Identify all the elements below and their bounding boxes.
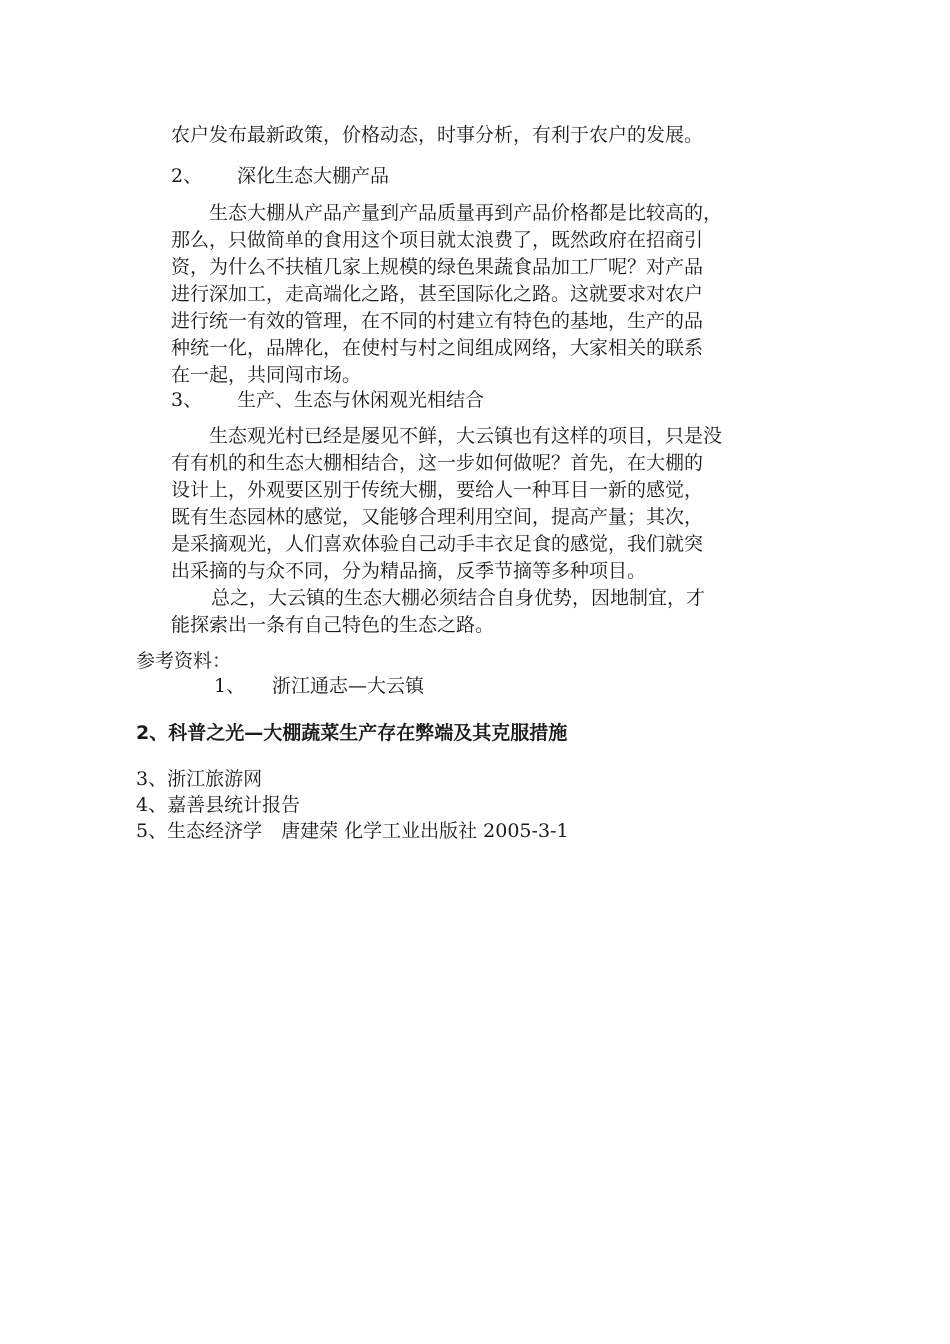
reference-item-2: 2、科普之光—大棚蔬菜生产存在弊端及其克服措施 — [136, 722, 568, 744]
section2-line: 种统一化，品牌化，在使村与村之间组成网络，大家相关的联系 — [171, 337, 704, 359]
section3-line: 出采摘的与众不同，分为精品摘，反季节摘等多种项目。 — [171, 560, 647, 582]
section2-number: 2、 — [171, 165, 203, 187]
reference-item-3: 3、浙江旅游网 — [136, 768, 263, 790]
summary-line: 总之，大云镇的生态大棚必须结合自身优势，因地制宜，才 — [211, 587, 706, 609]
references-title: 参考资料： — [136, 650, 232, 672]
section2-line: 进行深加工，走高端化之路，甚至国际化之路。这就要求对农户 — [171, 283, 704, 305]
reference-item-1 — [214, 673, 424, 700]
section2-paragraph — [171, 200, 816, 389]
section2-title: 深化生态大棚产品 — [237, 165, 390, 187]
section3-title: 生产、生态与休闲观光相结合 — [237, 389, 485, 411]
section3-line: 生态观光村已经是屡见不鲜，大云镇也有这样的项目，只是没 — [209, 425, 723, 447]
reference-item-1-text: 浙江通志—大云镇 — [272, 675, 425, 697]
section3-line: 有有机的和生态大棚相结合，这一步如何做呢？首先，在大棚的 — [171, 452, 704, 474]
section3-heading — [171, 387, 484, 414]
section2-line: 资，为什么不扶植几家上规模的绿色果蔬食品加工厂呢？对产品 — [171, 256, 704, 278]
section2-line: 进行统一有效的管理，在不同的村建立有特色的基地，生产的品 — [171, 310, 704, 332]
section2-line: 那么，只做简单的食用这个项目就太浪费了，既然政府在招商引 — [171, 229, 704, 251]
intro-paragraph — [171, 122, 816, 149]
reference-item-5: 5、生态经济学 唐建荣 化学工业出版社 2005-3-1 — [136, 820, 569, 842]
section3-paragraph — [171, 423, 816, 639]
reference-item-4: 4、嘉善县统计报告 — [136, 794, 301, 816]
section3-number: 3、 — [171, 389, 203, 411]
section2-line: 在一起，共同闯市场。 — [171, 364, 362, 386]
section3-line: 设计上，外观要区别于传统大棚，要给人一种耳目一新的感觉， — [171, 479, 704, 501]
summary-line: 能探索出一条有自己特色的生态之路。 — [171, 614, 495, 636]
reference-item-1-number: 1、 — [214, 675, 246, 697]
section3-line: 是采摘观光，人们喜欢体验自己动手丰衣足食的感觉，我们就突 — [171, 533, 704, 555]
section2-line: 生态大棚从产品产量到产品质量再到产品价格都是比较高的， — [209, 202, 723, 224]
section2-heading — [171, 163, 389, 190]
section3-line: 既有生态园林的感觉，又能够合理利用空间，提高产量；其次， — [171, 506, 704, 528]
intro-line: 农户发布最新政策，价格动态，时事分析，有利于农户的发展。 — [171, 124, 704, 146]
